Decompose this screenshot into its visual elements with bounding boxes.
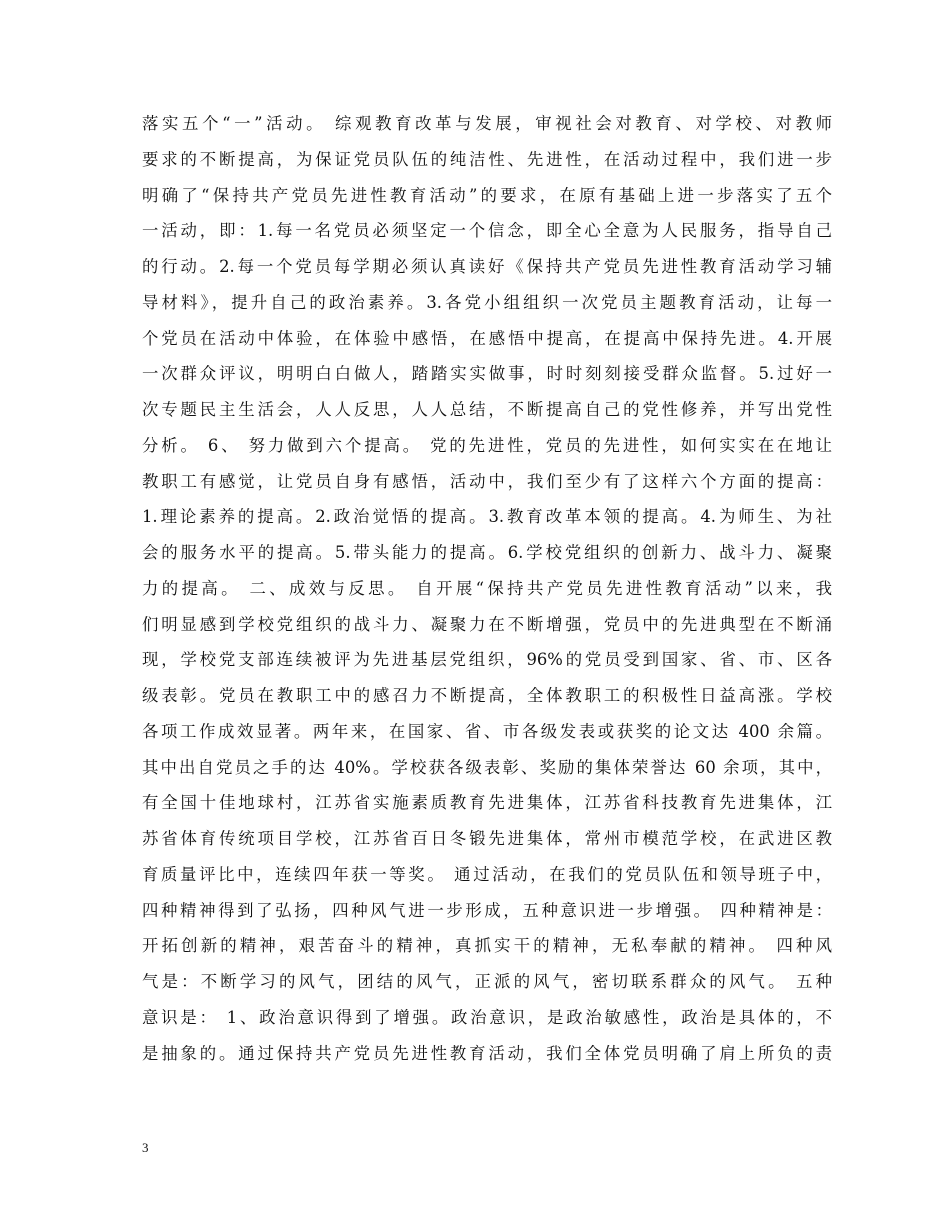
text-line: 落实五个“一”活动。 综观教育改革与发展，审视社会对教育、对学校、对教师 (142, 114, 832, 133)
text-line: 分析。 6、 努力做到六个提高。 党的先进性，党员的先进性，如何实实在在地让 (142, 435, 832, 455)
text-line: 导材料》，提升自己的政治素养。3.各党小组组织一次党员主题教育活动，让每一 (142, 292, 832, 312)
text-line: 个党员在活动中体验，在体验中感悟，在感悟中提高，在提高中保持先进。4.开展 (142, 328, 832, 348)
text-line: 是抽象的。通过保持共产党员先进性教育活动，我们全体党员明确了肩上所负的责 (142, 1043, 832, 1063)
text-line: 次专题民主生活会，人人反思，人人总结，不断提高自己的党性修养，并写出党性 (142, 400, 832, 419)
text-line: 其中出自党员之手的达 40%。学校获各级表彰、奖励的集体荣誉达 60 余项，其中， (142, 757, 832, 777)
text-line: 意识是： 1、政治意识得到了增强。政治意识，是政治敏感性，政治是具体的，不 (142, 1007, 832, 1027)
text-line: 现，学校党支部连续被评为先进基层党组织，96%的党员受到国家、省、市、区各 (142, 650, 832, 670)
page-number: 3 (142, 1140, 149, 1155)
text-line: 力的提高。 二、成效与反思。 自开展“保持共产党员先进性教育活动”以来，我 (142, 578, 832, 598)
text-line: 各项工作成效显著。两年来，在国家、省、市各级发表或获奖的论文达 400 余篇。 (142, 721, 832, 741)
text-line: 苏省体育传统项目学校，江苏省百日冬锻先进集体，常州市模范学校，在武进区教 (142, 829, 832, 848)
text-line: 1.理论素养的提高。2.政治觉悟的提高。3.教育改革本领的提高。4.为师生、为社 (142, 507, 832, 527)
text-line: 要求的不断提高，为保证党员队伍的纯洁性、先进性，在活动过程中，我们进一步 (142, 149, 832, 169)
text-line: 们明显感到学校党组织的战斗力、凝聚力在不断增强，党员中的先进典型在不断涌 (142, 614, 832, 634)
body-text (142, 106, 832, 1071)
text-line: 开拓创新的精神，艰苦奋斗的精神，真抓实干的精神，无私奉献的精神。 四种风 (142, 936, 832, 956)
text-line: 气是：不断学习的风气，团结的风气，正派的风气，密切联系群众的风气。 五种 (142, 972, 832, 991)
text-line: 有全国十佳地球村，江苏省实施素质教育先进集体，江苏省科技教育先进集体，江 (142, 793, 832, 813)
text-line: 明确了“保持共产党员先进性教育活动”的要求，在原有基础上进一步落实了五个 (142, 185, 832, 205)
text-line: 的行动。2.每一个党员每学期必须认真读好《保持共产党员先进性教育活动学习辅 (142, 257, 832, 276)
text-line: 一次群众评议，明明白白做人，踏踏实实做事，时时刻刻接受群众监督。5.过好一 (142, 364, 832, 384)
text-line: 级表彰。党员在教职工中的感召力不断提高，全体教职工的积极性日益高涨。学校 (142, 686, 832, 705)
text-line: 四种精神得到了弘扬，四种风气进一步形成，五种意识进一步增强。 四种精神是： (142, 900, 832, 920)
text-line: 教职工有感觉，让党员自身有感悟，活动中，我们至少有了这样六个方面的提高： (142, 471, 832, 491)
text-line: 育质量评比中，连续四年获一等奖。 通过活动，在我们的党员队伍和领导班子中， (142, 864, 832, 884)
text-line: 会的服务水平的提高。5.带头能力的提高。6.学校党组织的创新力、战斗力、凝聚 (142, 543, 832, 562)
text-line: 一活动，即：1.每一名党员必须坚定一个信念，即全心全意为人民服务，指导自己 (142, 221, 832, 241)
